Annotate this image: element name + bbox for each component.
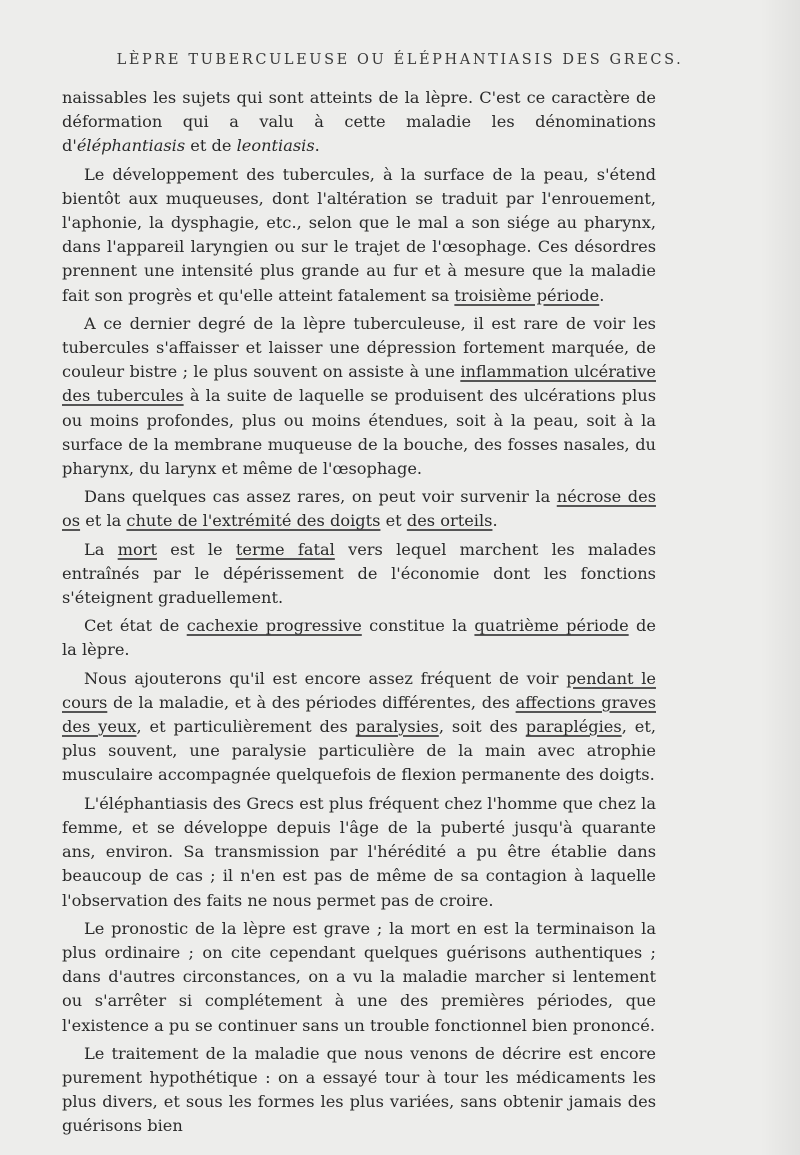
pencil-underline: cachexie progressive bbox=[186, 616, 362, 636]
paragraph bbox=[62, 792, 656, 913]
running-head: LÈPRE TUBERCULEUSE OU ÉLÉPHANTIASIS DES GRECS. bbox=[116, 52, 684, 68]
paragraph bbox=[62, 667, 656, 788]
paragraph bbox=[62, 1042, 656, 1139]
text-run: Le pronostic de la lèpre est grave ; la mort en est la terminaison la plus ordinaire ; on cite cependant quelques guérisons authentiques ; dans d'autres circonstances, on a vu la maladie marcher si lentement ou s'arrêter si complétement à une des premières périodes, que l'existence a pu se continuer sans un trouble fonctionnel bien prononcé. bbox=[62, 918, 656, 1035]
pencil-underline: mort bbox=[117, 539, 157, 559]
text-run: et la bbox=[80, 511, 127, 531]
pencil-underline: affections graves des yeux bbox=[62, 692, 656, 737]
text-run: constitue la bbox=[361, 616, 475, 636]
italic-term: éléphantiasis bbox=[76, 136, 186, 156]
text-run: La bbox=[84, 539, 118, 559]
text-run: et bbox=[380, 511, 407, 531]
pencil-underline: paralysies bbox=[355, 717, 439, 737]
text-run: , et particulièrement des bbox=[136, 717, 356, 737]
paragraph bbox=[62, 538, 656, 611]
paragraph bbox=[62, 163, 656, 308]
paragraph bbox=[62, 86, 656, 159]
text-run: de la maladie, et à des périodes différentes, des bbox=[107, 692, 516, 712]
text-run: . bbox=[492, 511, 498, 531]
italic-term: leontiasis bbox=[236, 136, 315, 156]
text-run: Le développement des tubercules, à la surface de la peau, s'étend bientôt aux muqueuses, dont l'altération se traduit par l'enrouement, l'aphonie, la dysphagie, etc., selon que le mal a son siége au pharynx, dans l'appareil laryngien ou sur le trajet de l'œsophage. Ces désordres prennent une intensité plus grande au fur et à mesure que la maladie fait son progrès et qu'elle atteint fatalement sa bbox=[62, 164, 656, 305]
text-run: , et, plus souvent, une paralysie particulière de la main avec atrophie musculaire accompagnée quelquefois de flexion permanente des doigts. bbox=[62, 717, 656, 785]
text-run: vers lequel marchent les malades entraînés par le dépérissement de l'économie dont les fonctions s'éteignent graduellement. bbox=[62, 539, 657, 608]
text-run: L'éléphantiasis des Grecs est plus fréquent chez l'homme que chez la femme, et se développe depuis l'âge de la puberté jusqu'à quarante ans, environ. Sa transmission par l'hérédité a pu être établie dans beaucoup de cas ; il n'en est pas de même de sa contagion à laquelle l'observation des faits ne nous permet pas de croire. bbox=[62, 793, 656, 910]
text-run: Cet état de bbox=[84, 616, 187, 636]
paragraph bbox=[62, 485, 656, 533]
text-run: naissables les sujets qui sont atteints de la lèpre. C'est ce caractère de déformation qui a valu à cette maladie les dénominations d' bbox=[62, 88, 656, 156]
paragraph bbox=[62, 917, 656, 1038]
page-edge-shadow bbox=[760, 0, 800, 1155]
paragraph bbox=[62, 312, 656, 481]
pencil-underline: pendant le cours bbox=[62, 668, 656, 712]
pencil-underline: nécrose des os bbox=[62, 487, 656, 531]
text-run: et de bbox=[185, 136, 237, 156]
pencil-underline: troisième période bbox=[454, 285, 600, 305]
pencil-underline: paraplégies bbox=[525, 717, 622, 737]
text-run: Dans quelques cas assez rares, on peut voir survenir la bbox=[84, 487, 557, 507]
body-text bbox=[62, 86, 656, 1143]
text-run: . bbox=[314, 136, 320, 156]
text-run: , soit des bbox=[438, 717, 526, 737]
pencil-underline: quatrième période bbox=[474, 616, 629, 636]
text-run: de la lèpre. bbox=[62, 616, 656, 660]
pencil-underline: chute de l'extrémité des doigts bbox=[126, 511, 381, 531]
text-run: A ce dernier degré de la lèpre tuberculeuse, il est rare de voir les tubercules s'affaisser et laisser une dépression fortement marquée, de couleur bistre ; le plus souvent on assiste à une bbox=[62, 313, 656, 382]
text-run: Nous ajouterons qu'il est encore assez fréquent de voir bbox=[84, 668, 567, 688]
pencil-underline: inflammation ulcérative des tubercules bbox=[62, 362, 656, 406]
paragraph bbox=[62, 614, 656, 662]
pencil-underline: terme fatal bbox=[235, 539, 335, 559]
text-run: est le bbox=[157, 539, 236, 559]
text-run: Le traitement de la maladie que nous venons de décrire est encore purement hypothétique : on a essayé tour à tour les médicaments les plus divers, et sous les formes les plus variées, sans obtenir jamais des guérisons bien bbox=[62, 1043, 656, 1136]
text-run: à la suite de laquelle se produisent des ulcérations plus ou moins profondes, plus ou moins étendues, soit à la peau, soit à la surface de la membrane muqueuse de la bouche, des fosses nasales, du pharynx, du larynx et même de l'œsophage. bbox=[62, 386, 656, 479]
pencil-underline: des orteils bbox=[406, 511, 493, 531]
text-run: . bbox=[599, 285, 605, 305]
